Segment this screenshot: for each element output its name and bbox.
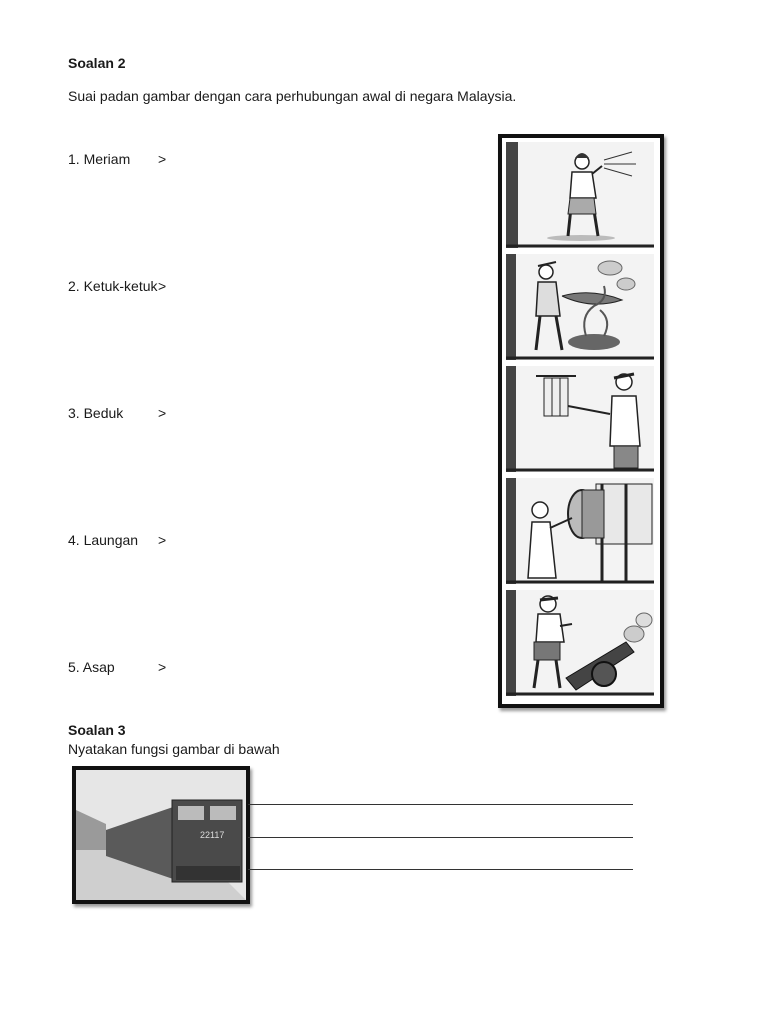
question-3-instruction: Nyatakan fungsi gambar di bawah — [68, 741, 280, 757]
match-arrow: > — [158, 151, 167, 167]
answer-line-1[interactable] — [248, 804, 633, 805]
match-item-3 — [68, 405, 167, 421]
match-arrow: > — [158, 278, 167, 294]
match-item-label: 5. Asap — [68, 659, 115, 675]
beduk-drum-icon — [506, 478, 654, 584]
ketuk-ketuk-icon — [506, 366, 654, 472]
answer-line-3[interactable] — [248, 869, 633, 870]
match-arrow: > — [158, 532, 167, 548]
match-arrow: > — [158, 659, 167, 675]
match-item-label: 2. Ketuk-ketuk — [68, 278, 158, 294]
match-item-2 — [68, 278, 167, 294]
match-item-4 — [68, 532, 167, 548]
match-item-label: 4. Laungan — [68, 532, 139, 548]
train-photo — [72, 766, 250, 904]
match-item-1 — [68, 151, 167, 167]
train-number: 22117 — [200, 830, 225, 840]
match-item-label: 3. Beduk — [68, 405, 124, 421]
question-2-instruction: Suai padan gambar dengan cara perhubungan awal di negara Malaysia. — [68, 88, 517, 104]
match-item-5 — [68, 659, 167, 675]
question-3-heading: Soalan 3 — [68, 722, 126, 738]
cannon-icon — [506, 590, 654, 696]
match-item-label: 1. Meriam — [68, 151, 131, 167]
answer-line-2[interactable] — [248, 837, 633, 838]
shouting-man-icon — [506, 142, 654, 248]
match-arrow: > — [158, 405, 167, 421]
picture-strip — [498, 134, 664, 708]
question-2-heading: Soalan 2 — [68, 55, 126, 71]
smoke-signal-icon — [506, 254, 654, 360]
